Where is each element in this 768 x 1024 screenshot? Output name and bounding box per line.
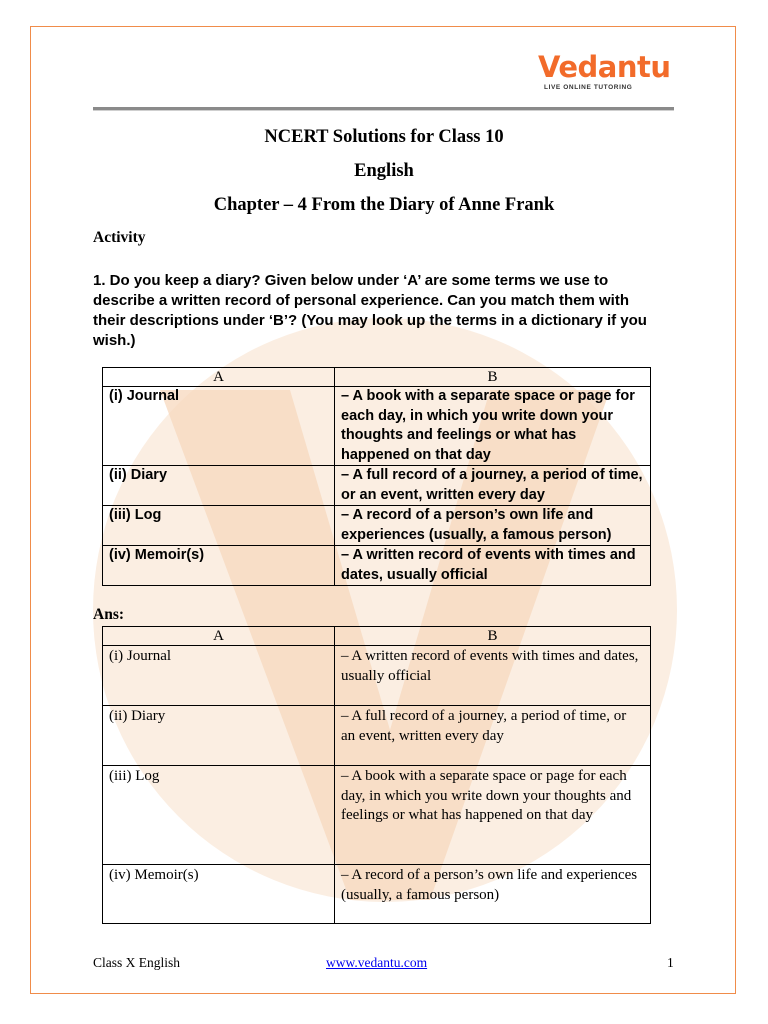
term-cell: (i) Journal bbox=[103, 387, 335, 466]
column-header-a: A bbox=[103, 627, 335, 646]
table-row bbox=[103, 466, 651, 506]
footer-website-link[interactable]: www.vedantu.com bbox=[326, 955, 428, 970]
question-text: 1. Do you keep a diary? Given below under ‘A’ are some terms we use to describe a written record of personal experience. Can you match them with their descriptions under ‘B’? (You may look up the terms in a dictionary if you wish.) bbox=[93, 272, 647, 349]
column-header-b: B bbox=[335, 627, 651, 646]
table-row bbox=[103, 506, 651, 546]
table-header-row bbox=[103, 627, 651, 646]
table-row bbox=[103, 546, 651, 586]
table-header-row bbox=[103, 368, 651, 387]
table-row bbox=[103, 706, 651, 766]
activity-label: Activity bbox=[93, 229, 146, 246]
page-number: 1 bbox=[667, 955, 674, 970]
column-header-b: B bbox=[335, 368, 651, 387]
footer-class-label: Class X English bbox=[93, 955, 181, 970]
term-cell: (ii) Diary bbox=[103, 466, 335, 506]
description-cell: – A book with a separate space or page for each day, in which you write down your thoughts and feelings or what has happened on that day bbox=[335, 387, 651, 466]
term-cell: (ii) Diary bbox=[103, 706, 335, 766]
term-cell: (iii) Log bbox=[103, 506, 335, 546]
header-rule bbox=[93, 107, 674, 111]
description-cell: – A written record of events with times and dates, usually official bbox=[335, 646, 651, 706]
term-cell: (iv) Memoir(s) bbox=[103, 865, 335, 924]
logo-wordmark: Vedantu bbox=[538, 50, 671, 84]
chapter-title: Chapter – 4 From the Diary of Anne Frank bbox=[213, 195, 555, 215]
subject-title: English bbox=[354, 161, 414, 181]
logo-tagline: LIVE ONLINE TUTORING bbox=[544, 84, 633, 91]
description-cell: – A book with a separate space or page for each day, in which you write down your thoughts and feelings or what has happened on that day bbox=[335, 766, 651, 865]
page-title: NCERT Solutions for Class 10 bbox=[264, 127, 504, 147]
term-cell: (i) Journal bbox=[103, 646, 335, 706]
table-row bbox=[103, 646, 651, 706]
column-header-a: A bbox=[103, 368, 335, 387]
table-row bbox=[103, 865, 651, 924]
description-cell: – A written record of events with times and dates, usually official bbox=[335, 546, 651, 586]
description-cell: – A record of a person’s own life and experiences (usually, a famous person) bbox=[335, 865, 651, 924]
table-row bbox=[103, 387, 651, 466]
vedantu-logo bbox=[538, 50, 671, 96]
term-cell: (iii) Log bbox=[103, 766, 335, 865]
description-cell: – A full record of a journey, a period of time, or an event, written every day bbox=[335, 466, 651, 506]
answer-label: Ans: bbox=[93, 606, 125, 623]
answer-table bbox=[102, 626, 651, 924]
description-cell: – A full record of a journey, a period of time, or an event, written every day bbox=[335, 706, 651, 766]
description-cell: – A record of a person’s own life and experiences (usually, a famous person) bbox=[335, 506, 651, 546]
question-table bbox=[102, 367, 651, 586]
term-cell: (iv) Memoir(s) bbox=[103, 546, 335, 586]
table-row bbox=[103, 766, 651, 865]
